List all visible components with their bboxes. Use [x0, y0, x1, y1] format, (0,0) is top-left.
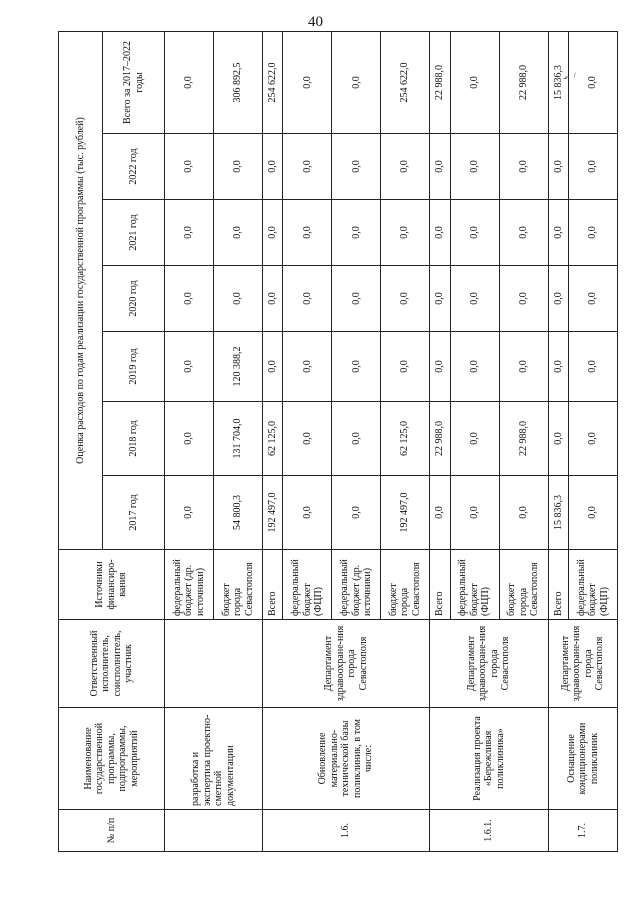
cell-value: 0,0 — [568, 476, 617, 550]
cell-source: Всего — [430, 550, 450, 620]
cell-value: 0,0 — [499, 332, 548, 402]
cell-executor: Департамент здравоохране-ния города Севастополя — [430, 620, 548, 708]
cell-value: 0,0 — [499, 476, 548, 550]
header-source: Источники финансиро-вания — [59, 550, 165, 620]
cell-value: 0,0 — [165, 332, 214, 402]
cell-value: 254 622,0 — [381, 31, 430, 133]
header-executor: Ответственный исполнитель, соисполнитель, участник — [59, 620, 165, 708]
cell-value: 0,0 — [283, 266, 332, 332]
cell-value: 22 988,0 — [430, 31, 450, 133]
header-year: 2022 год — [103, 134, 165, 200]
cell-value: 0,0 — [499, 134, 548, 200]
cell-value: 0,0 — [430, 266, 450, 332]
cell-value: 0,0 — [165, 200, 214, 266]
cell-value: 0,0 — [450, 31, 499, 133]
cell-value: 15 836,3 — [548, 31, 568, 133]
cell-value: 62 125,0 — [381, 402, 430, 476]
cell-value: 0,0 — [332, 134, 381, 200]
budget-table — [58, 31, 618, 852]
cell-value: 0,0 — [332, 476, 381, 550]
cell-value: 0,0 — [381, 200, 430, 266]
cell-executor: Департамент здравоохране-ния города Севастополя — [548, 620, 617, 708]
cell-source: Всего — [548, 550, 568, 620]
cell-value: 0,0 — [262, 200, 282, 266]
cell-value: 0,0 — [283, 476, 332, 550]
header-year: 2018 год — [103, 402, 165, 476]
cell-num: 1.6. — [262, 810, 429, 852]
cell-value: 15 836,3 — [548, 476, 568, 550]
cell-value: 0,0 — [568, 31, 617, 133]
cell-name: разработка и экспертиза проектно-сметной документации — [165, 708, 263, 810]
cell-num: 1.6.1. — [430, 810, 548, 852]
cell-value: 120 388,2 — [213, 332, 262, 402]
cell-value: 0,0 — [262, 266, 282, 332]
header-num: № п/п — [59, 810, 165, 852]
cell-value: 0,0 — [450, 266, 499, 332]
cell-value: 0,0 — [165, 31, 214, 133]
cell-value: 192 497,0 — [262, 476, 282, 550]
cell-value: 0,0 — [568, 200, 617, 266]
cell-value: 0,0 — [283, 402, 332, 476]
cell-name: Реализация проекта «Бережливая поликлиника» — [430, 708, 548, 810]
table-row — [165, 31, 214, 851]
cell-name: Обновление материально-технической базы поликлиник, в том числе: — [262, 708, 429, 810]
cell-value: 0,0 — [381, 332, 430, 402]
cell-value: 22 988,0 — [499, 31, 548, 133]
cell-value: 0,0 — [165, 402, 214, 476]
cell-num: 1.7. — [548, 810, 617, 852]
cell-source: федеральный бюджет (др. источники) — [332, 550, 381, 620]
cell-value: 0,0 — [548, 200, 568, 266]
cell-value: 62 125,0 — [262, 402, 282, 476]
cell-executor — [165, 620, 263, 708]
table-row — [262, 31, 282, 851]
cell-value: 0,0 — [430, 476, 450, 550]
cell-value: 0,0 — [262, 332, 282, 402]
header-year: 2020 год — [103, 266, 165, 332]
cell-value: 22 988,0 — [499, 402, 548, 476]
header-year: 2019 год — [103, 332, 165, 402]
cell-num — [165, 810, 263, 852]
cell-source: бюджет города Севастополя — [381, 550, 430, 620]
cell-value: 0,0 — [283, 200, 332, 266]
cell-value: 0,0 — [165, 266, 214, 332]
cell-value: 0,0 — [548, 134, 568, 200]
cell-source: федеральный бюджет (др. источники) — [165, 550, 214, 620]
scribble-mark: ⌁ ⸝ — [560, 67, 580, 85]
header-estimate: Оценка расходов по годам реализации государственной программы (тыс. рублей) — [59, 31, 103, 549]
cell-source: федеральный бюджет (ФЦП) — [568, 550, 617, 620]
cell-value: 0,0 — [283, 31, 332, 133]
cell-value: 0,0 — [548, 266, 568, 332]
cell-value: 0,0 — [430, 332, 450, 402]
cell-value: 0,0 — [283, 134, 332, 200]
cell-source: бюджет города Севастополя — [213, 550, 262, 620]
cell-value: 0,0 — [213, 266, 262, 332]
cell-value: 0,0 — [499, 200, 548, 266]
cell-value: 0,0 — [262, 134, 282, 200]
cell-value: 0,0 — [332, 31, 381, 133]
cell-value: 0,0 — [283, 332, 332, 402]
cell-value: 0,0 — [165, 134, 214, 200]
cell-value: 192 497,0 — [381, 476, 430, 550]
cell-value: 0,0 — [548, 332, 568, 402]
cell-value: 0,0 — [332, 402, 381, 476]
cell-value: 0,0 — [430, 200, 450, 266]
cell-value: 0,0 — [381, 266, 430, 332]
table-body — [165, 31, 618, 851]
table-row — [548, 31, 568, 851]
cell-value: 0,0 — [430, 134, 450, 200]
cell-value: 0,0 — [213, 200, 262, 266]
cell-value: 306 892,5 — [213, 31, 262, 133]
cell-value: 0,0 — [450, 402, 499, 476]
cell-value: 0,0 — [165, 476, 214, 550]
cell-value: 0,0 — [450, 476, 499, 550]
header-total: Всего за 2017–2022 годы — [103, 31, 165, 133]
header-year: 2017 год — [103, 476, 165, 550]
cell-source: бюджет города Севастополя — [499, 550, 548, 620]
cell-source: Всего — [262, 550, 282, 620]
rotated-table-wrapper — [58, 32, 618, 852]
header-name: Наименование государственной программы, подпрограммы, мероприятий — [59, 708, 165, 810]
cell-value: 54 800,3 — [213, 476, 262, 550]
cell-value: 0,0 — [568, 332, 617, 402]
cell-value: 0,0 — [381, 134, 430, 200]
cell-value: 0,0 — [568, 266, 617, 332]
page-number: 40 — [308, 14, 323, 30]
cell-source: федеральный бюджет (ФЦП) — [450, 550, 499, 620]
cell-value: 0,0 — [568, 402, 617, 476]
cell-source: федеральный бюджет (ФЦП) — [283, 550, 332, 620]
cell-value: 0,0 — [332, 200, 381, 266]
cell-value: 0,0 — [499, 266, 548, 332]
cell-value: 0,0 — [568, 134, 617, 200]
cell-value: 0,0 — [450, 332, 499, 402]
header-year: 2021 год — [103, 200, 165, 266]
cell-value: 0,0 — [332, 332, 381, 402]
table-row — [430, 31, 450, 851]
cell-executor: Департамент здравоохране-ния города Севастополя — [262, 620, 429, 708]
cell-value: 0,0 — [450, 200, 499, 266]
cell-value: 0,0 — [332, 266, 381, 332]
cell-name: Оснащение кондиционерами поликлиник — [548, 708, 617, 810]
cell-value: 254 622,0 — [262, 31, 282, 133]
cell-value: 0,0 — [450, 134, 499, 200]
cell-value: 22 988,0 — [430, 402, 450, 476]
cell-value: 131 704,0 — [213, 402, 262, 476]
cell-value: 0,0 — [548, 402, 568, 476]
cell-value: 0,0 — [213, 134, 262, 200]
